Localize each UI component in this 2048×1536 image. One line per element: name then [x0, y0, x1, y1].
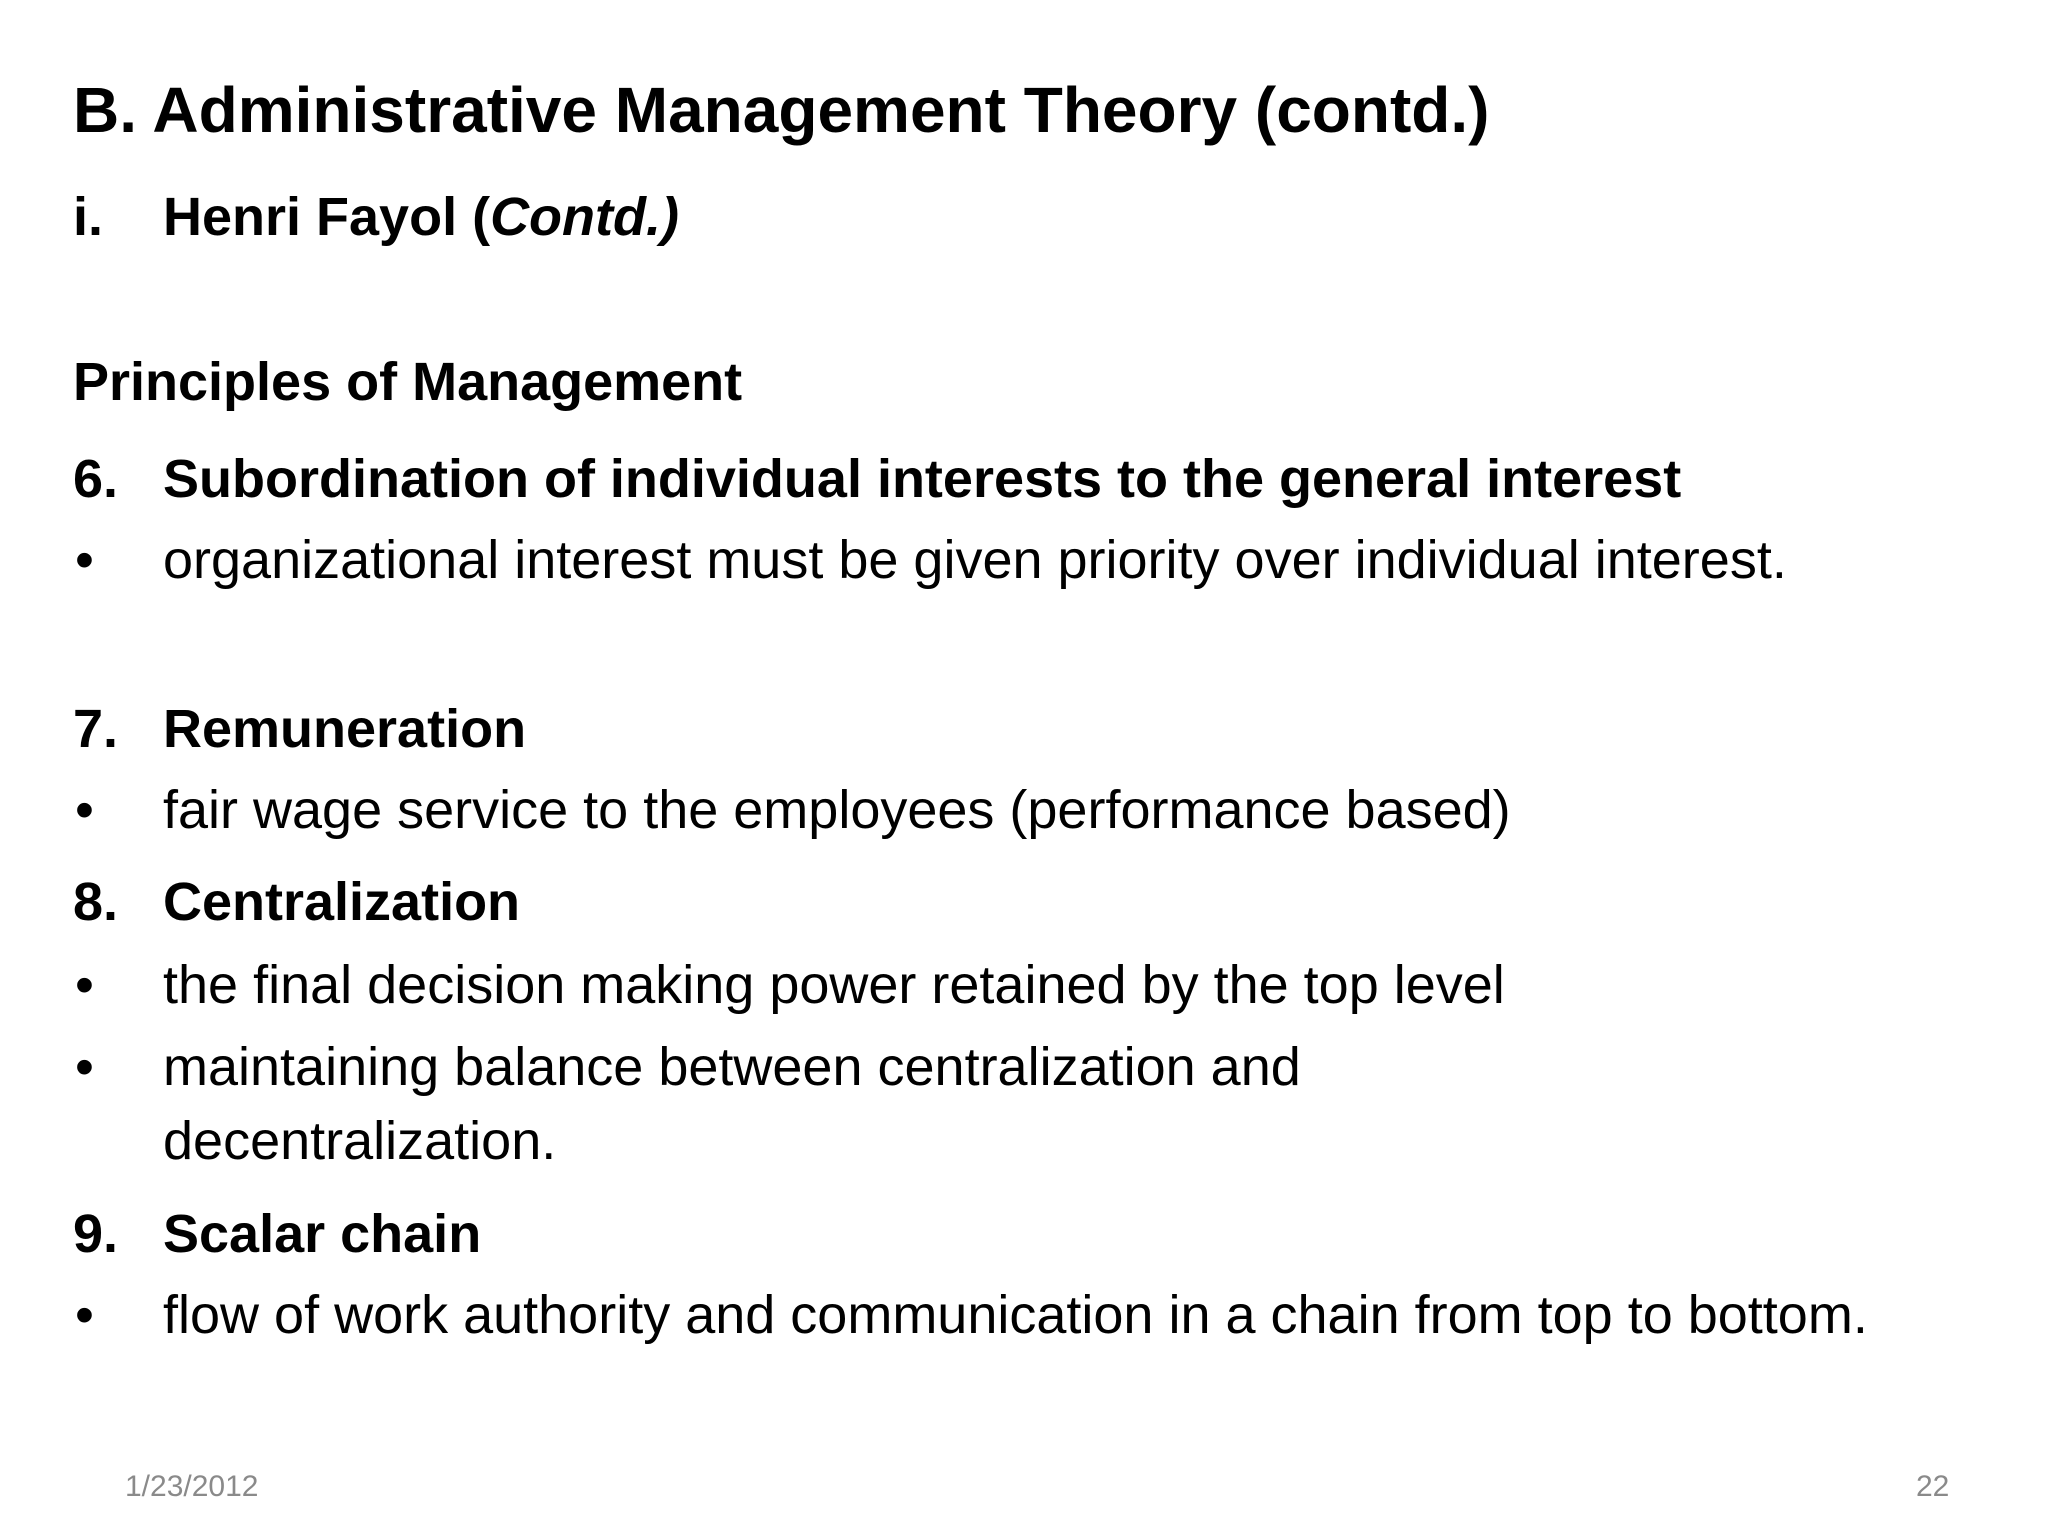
principle-title: Subordination of individual interests to the general interest	[163, 449, 1682, 509]
bullet-marker: •	[75, 1037, 94, 1097]
slide-title: B. Administrative Management Theory (contd.)	[73, 74, 1490, 146]
principle-number: 6.	[73, 449, 119, 509]
bullet-item	[73, 523, 1873, 597]
footer-date: 1/23/2012	[125, 1470, 259, 1503]
bullet-text: maintaining balance between centralization and decentralization.	[163, 1037, 1301, 1171]
slide-subtitle	[73, 187, 679, 247]
bullet-text: flow of work authority and communication in a chain from top to bottom.	[163, 1285, 1868, 1345]
bullet-marker: •	[75, 530, 94, 590]
bullet-marker: •	[75, 1285, 94, 1345]
bullet-item	[73, 773, 2048, 847]
subtitle-italic: Contd.)	[490, 187, 679, 247]
subtitle-marker: i.	[73, 187, 104, 247]
footer-page-number: 22	[1916, 1470, 1950, 1503]
bullet-text: fair wage service to the employees (performance based)	[163, 780, 1511, 840]
bullet-text: the final decision making power retained by the top level	[163, 955, 1505, 1015]
principle-title: Remuneration	[163, 699, 527, 759]
bullet-text: organizational interest must be given priority over individual interest.	[163, 530, 1787, 590]
section-heading: Principles of Management	[73, 352, 743, 412]
bullet-marker: •	[75, 955, 94, 1015]
principle-number: 7.	[73, 699, 119, 759]
principle-6	[73, 442, 2048, 516]
principle-9	[73, 1197, 2048, 1271]
subtitle-text: Henri Fayol (	[163, 187, 491, 247]
principle-title: Centralization	[163, 872, 521, 932]
principle-number: 8.	[73, 872, 119, 932]
bullet-marker: •	[75, 780, 94, 840]
principle-number: 9.	[73, 1204, 119, 1264]
principle-8	[73, 865, 2048, 939]
bullet-item	[73, 1278, 2043, 1352]
bullet-item	[73, 1030, 1613, 1178]
principle-7	[73, 692, 2048, 766]
principle-title: Scalar chain	[163, 1204, 482, 1264]
bullet-item	[73, 948, 2048, 1022]
